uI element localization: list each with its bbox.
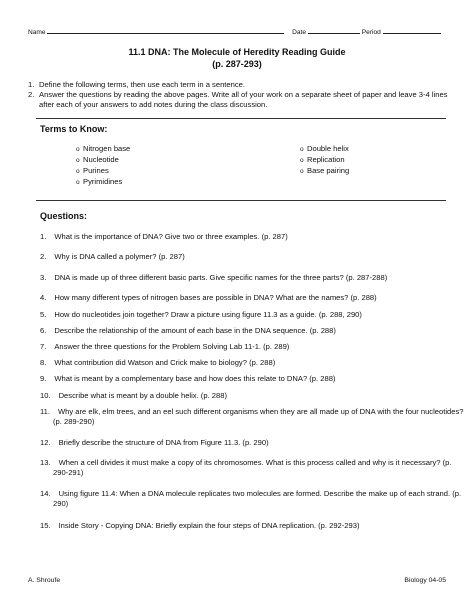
question-text: Why is DNA called a polymer? (p. 287) — [54, 252, 185, 261]
bullet-icon: o — [76, 179, 80, 186]
question-text: How do nucleotides join together? Draw a picture using figure 11.3 as a guide. (p. 288, 290) — [54, 310, 362, 319]
name-blank[interactable] — [47, 27, 284, 34]
question-text: How many different types of nitrogen bases are possible in DNA? What are the names? (p. 288) — [54, 293, 377, 302]
question-text: Describe the relationship of the amount of each base in the DNA sequence. (p. 288) — [54, 326, 336, 335]
question-number: 3. — [40, 273, 47, 282]
instruction-number: 2. — [28, 90, 35, 99]
term-item — [76, 166, 109, 177]
name-label: Name — [28, 29, 46, 36]
term-label: Purines — [83, 166, 109, 175]
period-blank[interactable] — [383, 27, 441, 34]
period-label: Period — [361, 29, 381, 36]
question-item — [40, 489, 468, 509]
question-item — [40, 407, 468, 427]
divider — [36, 118, 446, 119]
term-item — [76, 177, 122, 188]
question-number: 9. — [40, 374, 47, 383]
question-text: Using figure 11.4: When a DNA molecule replicates two molecules are formed. Describe the make up of each strand. (p. 290) — [53, 489, 462, 509]
bullet-icon: o — [76, 168, 80, 175]
question-number: 10. — [40, 391, 51, 400]
question-item — [40, 374, 455, 384]
term-label: Double helix — [307, 144, 349, 153]
instruction-text: Define the following terms, then use each term in a sentence. — [39, 80, 245, 89]
bullet-icon: o — [76, 157, 80, 164]
question-number: 7. — [40, 342, 47, 351]
term-label: Replication — [307, 155, 345, 164]
question-text: What is meant by a complementary base and how does this relate to DNA? (p. 288) — [54, 374, 336, 383]
term-item — [300, 144, 349, 155]
question-text: What contribution did Watson and Crick make to biology? (p. 288) — [54, 358, 276, 367]
question-item — [40, 391, 455, 401]
question-number: 15. — [40, 521, 51, 530]
question-item — [40, 438, 455, 448]
terms-heading: Terms to Know: — [40, 124, 108, 134]
question-item — [40, 326, 455, 336]
term-label: Nucleotide — [83, 155, 119, 164]
question-number: 13. — [40, 458, 51, 467]
question-number: 1. — [40, 232, 47, 241]
term-item — [76, 155, 119, 166]
question-number: 6. — [40, 326, 47, 335]
instruction-text: Answer the questions by reading the above pages. Write all of your work on a separate sheet of paper and leave 3-4 lines after each of your answers to add notes during the class discussion. — [39, 90, 448, 109]
question-number: 14. — [40, 489, 51, 498]
question-item — [40, 342, 455, 352]
question-item — [40, 521, 455, 531]
page-title: 11.1 DNA: The Molecule of Heredity Reading Guide — [128, 47, 346, 57]
term-label: Base pairing — [307, 166, 350, 175]
date-blank[interactable] — [308, 27, 360, 34]
question-text: Inside Story - Copying DNA: Briefly explain the four steps of DNA replication. (p. 292-293) — [58, 521, 360, 530]
bullet-icon: o — [300, 168, 304, 175]
question-number: 4. — [40, 293, 47, 302]
question-number: 2. — [40, 252, 47, 261]
question-text: Briefly describe the structure of DNA from Figure 11.3. (p. 290) — [58, 438, 269, 447]
question-text: Answer the three questions for the Problem Solving Lab 11-1. (p. 289) — [54, 342, 290, 351]
page-subtitle: (p. 287-293) — [212, 59, 262, 69]
term-item — [76, 144, 130, 155]
question-item — [40, 232, 455, 242]
question-item — [40, 358, 455, 368]
term-item — [300, 155, 345, 166]
question-text: When a cell divides it must make a copy of its chromosomes. What is this process called and why is it necessary? (p. 290-291) — [53, 458, 452, 478]
question-number: 8. — [40, 358, 47, 367]
bullet-icon: o — [76, 146, 80, 153]
instruction-number: 1. — [28, 80, 35, 89]
question-number: 5. — [40, 310, 47, 319]
question-text: DNA is made up of three different basic parts. Give specific names for the three parts? (p. 287-288) — [54, 273, 388, 282]
footer-course: Biology 04-05 — [404, 577, 446, 584]
footer-author: A. Shroufe — [28, 577, 61, 584]
term-label: Nitrogen base — [83, 144, 131, 153]
question-text: What is the importance of DNA? Give two or three examples. (p. 287) — [54, 232, 288, 241]
question-number: 11. — [40, 407, 50, 416]
divider — [36, 200, 446, 201]
header-fields — [28, 27, 446, 36]
bullet-icon: o — [300, 157, 304, 164]
question-item — [40, 273, 455, 283]
question-item — [40, 310, 455, 320]
term-label: Pyrimidines — [83, 177, 123, 186]
questions-heading: Questions: — [40, 211, 88, 221]
question-text: Describe what is meant by a double helix. (p. 288) — [58, 391, 227, 400]
bullet-icon: o — [300, 146, 304, 153]
date-label: Date — [292, 29, 307, 36]
term-item — [300, 166, 349, 177]
question-number: 12. — [40, 438, 51, 447]
question-text: Why are elk, elm trees, and an eel such different organisms when they are all made up of DNA with the four nucleotides? (p. 289-290) — [53, 407, 464, 427]
question-item — [40, 252, 455, 262]
question-item — [40, 293, 455, 303]
question-item — [40, 458, 468, 478]
